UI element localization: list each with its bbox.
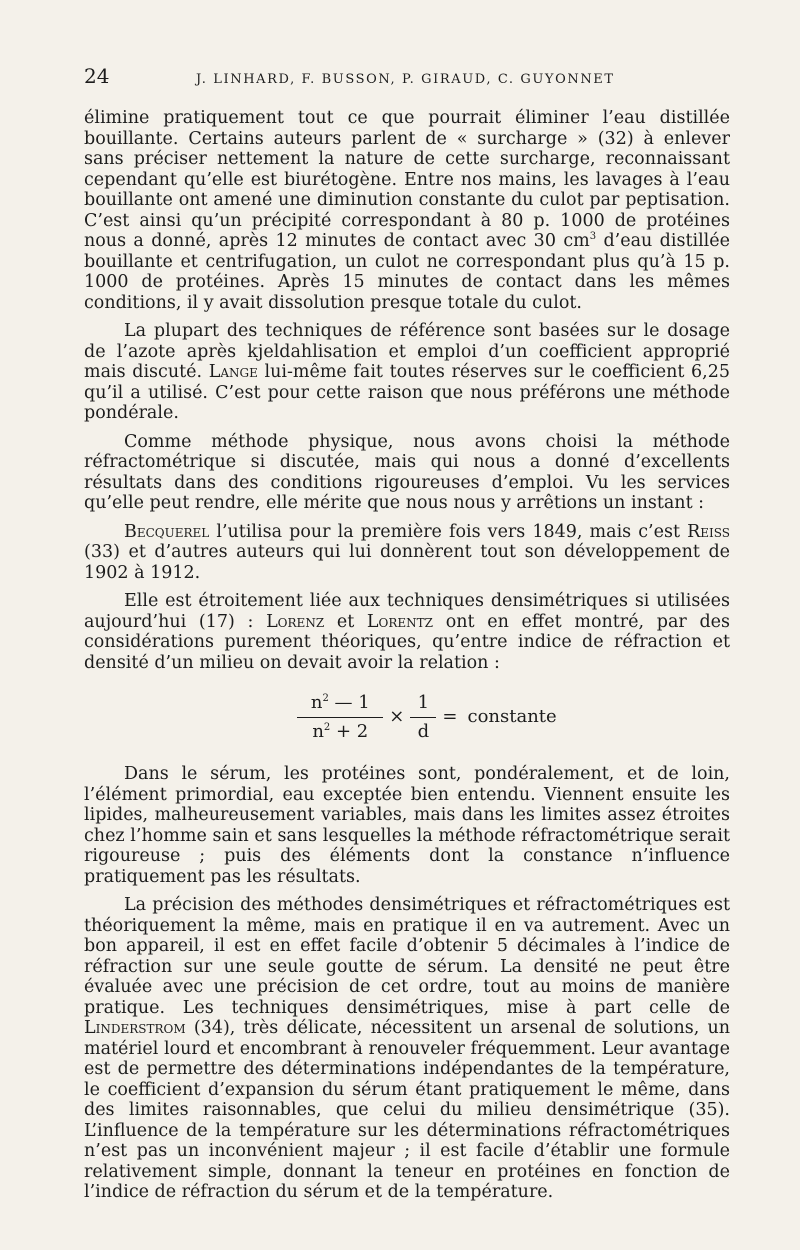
lorenz-lorentz-formula	[124, 691, 730, 744]
formula-constant: constante	[467, 706, 557, 728]
density-denominator: d	[417, 721, 430, 742]
paragraph-2	[84, 321, 730, 424]
paragraph-1-text: élimine pratiquement tout ce que pourrait éliminer l’eau distillée bouillante. Certains auteurs parlent de « surcharge » (32) à enlever sans préciser nettement la nature de cette surcharge, reconnaissant cependant qu’elle est biurétogène. Entre nos mains, les lavages à l’eau bouillante ont amené une diminution constante du culot par peptisation. C’est ainsi qu’un précipité correspondant à 80 p. 1000 de protéines nous a donné, après 12 minutes de contact avec 30 cm	[84, 108, 730, 251]
paragraph-7-text-a: La précision des méthodes densimétriques et réfractométriques est théoriquement la même, mais en pratique il en va autrement. Avec un bon appareil, il est en effet facile d’obtenir 5 décimales à l’indice de réfraction sur une seule goutte de sérum. La densité ne peut être évaluée avec une précision de cet ordre, tout au moins de manière pratique. Les techniques densimétriques, mise à part celle de	[84, 895, 730, 1018]
paragraph-1-end: d’eau distillée bouillante et centrifugation, un culot ne correspondant plus qu’à 15 p. 1000 de protéines. Après 15 minutes de contact dans les mêmes conditions, il y avait dissolution presque totale du culot.	[84, 231, 730, 313]
paragraph-5	[84, 591, 730, 673]
paragraph-5-text-a: Elle est étroitement liée aux techniques densimétriques si utilisées aujourd’hui (17) :	[84, 591, 730, 632]
den-n: n	[312, 721, 324, 742]
num-exponent: 2	[322, 693, 329, 704]
fraction-refractive	[297, 691, 383, 744]
paragraph-3: Comme méthode physique, nous avons choisi la méthode réfractométrique si discutée, mais qui nous a donné d’excellents résultats dans des conditions rigoureuses d’emploi. Vu les services qu’elle peut rendre, elle mérite que nous nous y arrêtions un instant :	[84, 431, 730, 513]
paragraph-1	[84, 108, 730, 313]
fraction-numerator	[305, 691, 376, 715]
den-rest: + 2	[330, 721, 369, 742]
paragraph-4-text-a: l’utilisa pour la première fois vers 1849, mais c’est	[209, 521, 688, 542]
num-n: n	[310, 692, 323, 713]
author-lorenz: Lorenz	[266, 611, 325, 632]
author-lorentz: Lorentz	[366, 611, 434, 632]
paragraph-5-text-mid: et	[324, 611, 367, 632]
paragraph-4-text-b: (33) et d’autres auteurs qui lui donnèrent tout son développement de 1902 à 1912.	[84, 542, 730, 583]
body-text	[84, 108, 730, 1203]
num-rest: — 1	[328, 692, 370, 713]
page-header	[84, 64, 730, 88]
den-exponent: 2	[323, 722, 331, 733]
page-number: 24	[84, 64, 110, 88]
density-fraction-bar	[410, 717, 436, 718]
density-numerator: 1	[417, 692, 430, 713]
author-reiss: Reiss	[687, 521, 730, 542]
times-symbol: ×	[389, 706, 405, 728]
author-becquerel: Becquerel	[124, 521, 210, 542]
author-linderstrom: Linderstrom	[84, 1018, 186, 1038]
paragraph-6: Dans le sérum, les protéines sont, pondéralement, et de loin, l’élément primordial, eau exceptée bien entendu. Viennent ensuite les lipides, malheureusement variables, mais dans les limites assez étroites chez l’homme sain et sans lesquelles la méthode réfractométrique serait rigoureuse ; puis des éléments dont la constance n’influence pratiquement pas les résultats.	[84, 764, 730, 887]
fraction-denominator	[306, 720, 374, 744]
running-head: J. LINHARD, F. BUSSON, P. GIRAUD, C. GUYONNET	[196, 72, 615, 87]
paragraph-2-text-a: La plupart des techniques de référence sont basées sur le dosage de l’azote après kjeldahlisation et emploi d’un coefficient approprié mais discuté.	[84, 321, 730, 382]
equals-symbol: =	[442, 706, 458, 728]
fraction-bar	[297, 717, 383, 718]
fraction-density	[410, 691, 436, 744]
paragraph-7-text-b: (34), très délicate, nécessitent un arsenal de solutions, un matériel lourd et encombrant à renouveler fréquemment. Leur avantage est de permettre des déterminations indépendantes de la température, le coefficient d’expansion du sérum étant pratiquement le même, dans des limites raisonnables, que celui du milieu densimétrique (35). L’influence de la température sur les déterminations réfractométriques n’est pas un inconvénient majeur ; il est facile d’établir une formule relativement simple, donnant la teneur en protéines en fonction de l’indice de réfraction du sérum et de la température.	[84, 1018, 730, 1202]
paragraph-5-text-b: ont en effet montré, par des considérations purement théoriques, qu’entre indice de réfraction et densité d’un milieu on devait avoir la relation :	[84, 611, 730, 673]
paragraph-7	[84, 895, 730, 1203]
paragraph-2-text-b: lui-même fait toutes réserves sur le coefficient 6,25 qu’il a utilisé. C’est pour cette raison que nous préférons une méthode pondérale.	[84, 362, 730, 423]
author-lange: Lange	[208, 362, 258, 382]
cm3-superscript: 3	[589, 231, 597, 243]
paragraph-4	[84, 522, 730, 584]
